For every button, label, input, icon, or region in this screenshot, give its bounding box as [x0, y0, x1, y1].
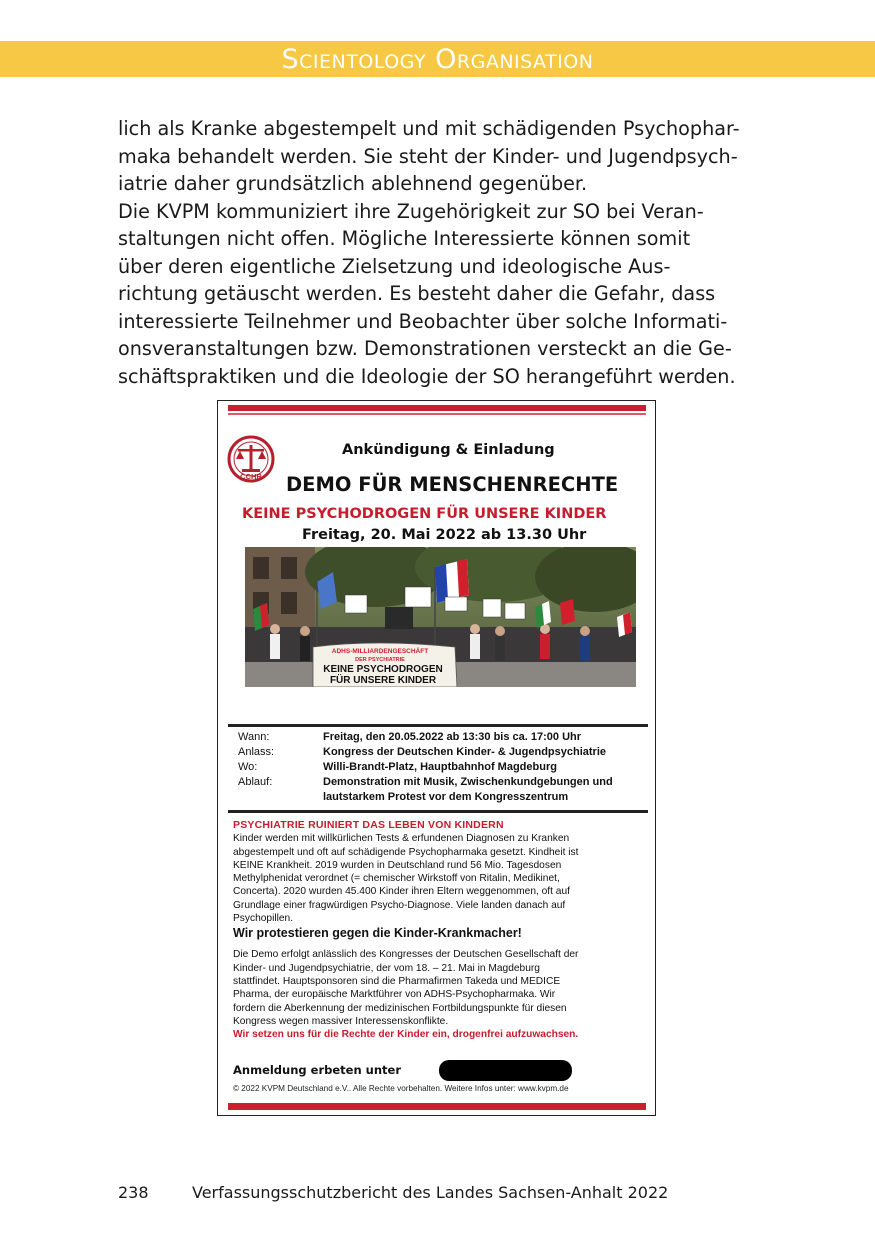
- blurb-line: abgestempelt und oft auf schädigende Psychopharmaka gesetzt. Kindheit ist: [233, 846, 579, 858]
- detail-key: Anlass:: [238, 746, 275, 758]
- protest-line: Wir protestieren gegen die Kinder-Krankmacher!: [233, 926, 522, 941]
- blurb-line: Die Demo erfolgt anlässlich des Kongresses der Deutschen Gesellschaft der: [233, 949, 579, 961]
- blurb-line: KEINE Krankheit. 2019 wurden in Deutschland rund 56 Mio. Tagesdosen: [233, 859, 562, 871]
- blurb-line: Methylphenidat verordnet (= chemischer Wirkstoff von Ritalin, Medikinet,: [233, 873, 560, 885]
- flyer-slogan-heading: KEINE PSYCHODROGEN FÜR UNSERE KINDER: [242, 506, 607, 522]
- body-line: interessierte Teilnehmer und Beobachter über solche Informati-: [118, 309, 728, 333]
- photo-banner-line: DER PSYCHIATRIE: [355, 657, 405, 663]
- body-line: iatrie daher grundsätzlich ablehnend gegenüber.: [118, 172, 588, 195]
- flyer-divider: [228, 724, 648, 727]
- blurb-line: Pharma, der europäische Marktführer von ADHS-Psychopharmaka. Wir: [233, 989, 556, 1001]
- publication-title: Verfassungsschutzbericht des Landes Sachsen-Anhalt 2022: [192, 1183, 669, 1202]
- body-line: schäftspraktiken und die Ideologie der SO herangeführt werden.: [118, 364, 736, 388]
- detail-key: Wann:: [238, 731, 270, 743]
- detail-key: Wo:: [238, 761, 258, 773]
- detail-key: [238, 790, 323, 805]
- detail-row: [238, 760, 648, 775]
- flyer-main-heading: DEMO FÜR MENSCHENRECHTE: [286, 473, 619, 496]
- flyer-top-stripe: [228, 405, 646, 411]
- cchr-logo: [226, 431, 276, 491]
- logo-text: CCHR: [240, 472, 262, 481]
- flyer-date-heading: Freitag, 20. Mai 2022 ab 13.30 Uhr: [302, 527, 587, 543]
- flyer-blurb: [233, 819, 648, 1041]
- blurb-line: Grundlage einer fragwürdigen Psycho-Diagnose. Viele landen danach auf: [233, 899, 566, 911]
- registration-label: Anmeldung erbeten unter: [233, 1063, 401, 1077]
- rights-line: Wir setzen uns für die Rechte der Kinder ein, drogenfrei aufzuwachsen.: [233, 1029, 579, 1041]
- event-details: [238, 730, 648, 805]
- blurb-line: Kongress wegen massiver Interessenskonflikte.: [233, 1015, 449, 1027]
- body-line: staltungen nicht offen. Mögliche Interessierte können somit: [118, 227, 691, 250]
- detail-value: lautstarkem Protest vor dem Kongresszentrum: [323, 791, 569, 803]
- blurb-line: Psychopillen.: [233, 913, 294, 925]
- detail-row: [238, 775, 648, 790]
- blurb-title: PSYCHIATRIE RUINIERT DAS LEBEN VON KINDERN: [233, 819, 504, 831]
- flyer-invite-heading: Ankündigung & Einladung: [342, 442, 555, 458]
- body-line: onsveranstaltungen bzw. Demonstrationen versteckt an die Ge-: [118, 337, 732, 360]
- body-line: maka behandelt werden. Sie steht der Kinder- und Jugendpsych-: [118, 144, 738, 168]
- photo-banner-line: FÜR UNSERE KINDER: [329, 675, 437, 686]
- demo-flyer-image: [217, 400, 656, 1116]
- blurb-line: Concerta). 2020 wurden 45.400 Kinder ihren Eltern weggenommen, oft auf: [233, 886, 570, 898]
- detail-value: Freitag, den 20.05.2022 ab 13:30 bis ca. 17:00 Uhr: [323, 731, 582, 743]
- body-line: richtung getäuscht werden. Es besteht daher die Gefahr, dass: [118, 282, 716, 305]
- flyer-copyright: © 2022 KVPM Deutschland e.V.. Alle Rechte vorbehalten. Weitere Infos unter: www.kvpm.de: [233, 1084, 569, 1093]
- flyer-divider: [228, 810, 648, 813]
- body-line: über deren eigentliche Zielsetzung und ideologische Aus-: [118, 254, 671, 278]
- flyer-top-stripe-thin: [228, 413, 646, 415]
- photo-banner-line: ADHS-MILLIARDENGESCHÄFT: [331, 648, 429, 655]
- detail-row: [238, 730, 648, 745]
- detail-value: Kongress der Deutschen Kinder- & Jugendpsychiatrie: [323, 746, 607, 758]
- body-line: Die KVPM kommuniziert ihre Zugehörigkeit zur SO bei Veran-: [118, 199, 704, 223]
- page-number: 238: [118, 1183, 149, 1202]
- demonstration-photo: [245, 547, 636, 687]
- blurb-line: Kinder- und Jugendpsychiatrie, der vom 18. – 21. Mai in Magdeburg: [233, 962, 540, 974]
- body-line: lich als Kranke abgestempelt und mit schädigenden Psychophar-: [118, 117, 740, 140]
- detail-row: [238, 745, 648, 760]
- redaction-bar: [439, 1060, 572, 1081]
- detail-key: Ablauf:: [238, 776, 273, 788]
- blurb-line: Kinder werden mit willkürlichen Tests & erfundenen Diagnosen zu Kranken: [233, 833, 570, 845]
- detail-row: [238, 790, 648, 805]
- flyer-bottom-stripe: [228, 1103, 646, 1110]
- detail-value: Demonstration mit Musik, Zwischenkundgebungen und: [323, 776, 613, 788]
- body-paragraph: [118, 115, 758, 390]
- blurb-line: fordern die Aberkennung der medizinischen Fortbildungspunkte für diesen: [233, 1002, 567, 1014]
- section-title: Scientology Organisation: [281, 43, 594, 75]
- photo-banner-line: KEINE PSYCHODROGEN: [323, 664, 443, 675]
- section-banner: [0, 41, 875, 77]
- blurb-line: stattfindet. Hauptsponsoren sind die Pharmafirmen Takeda und MEDICE: [233, 975, 561, 987]
- page-footer: [118, 1183, 668, 1202]
- detail-value: Willi-Brandt-Platz, Hauptbahnhof Magdeburg: [323, 761, 557, 773]
